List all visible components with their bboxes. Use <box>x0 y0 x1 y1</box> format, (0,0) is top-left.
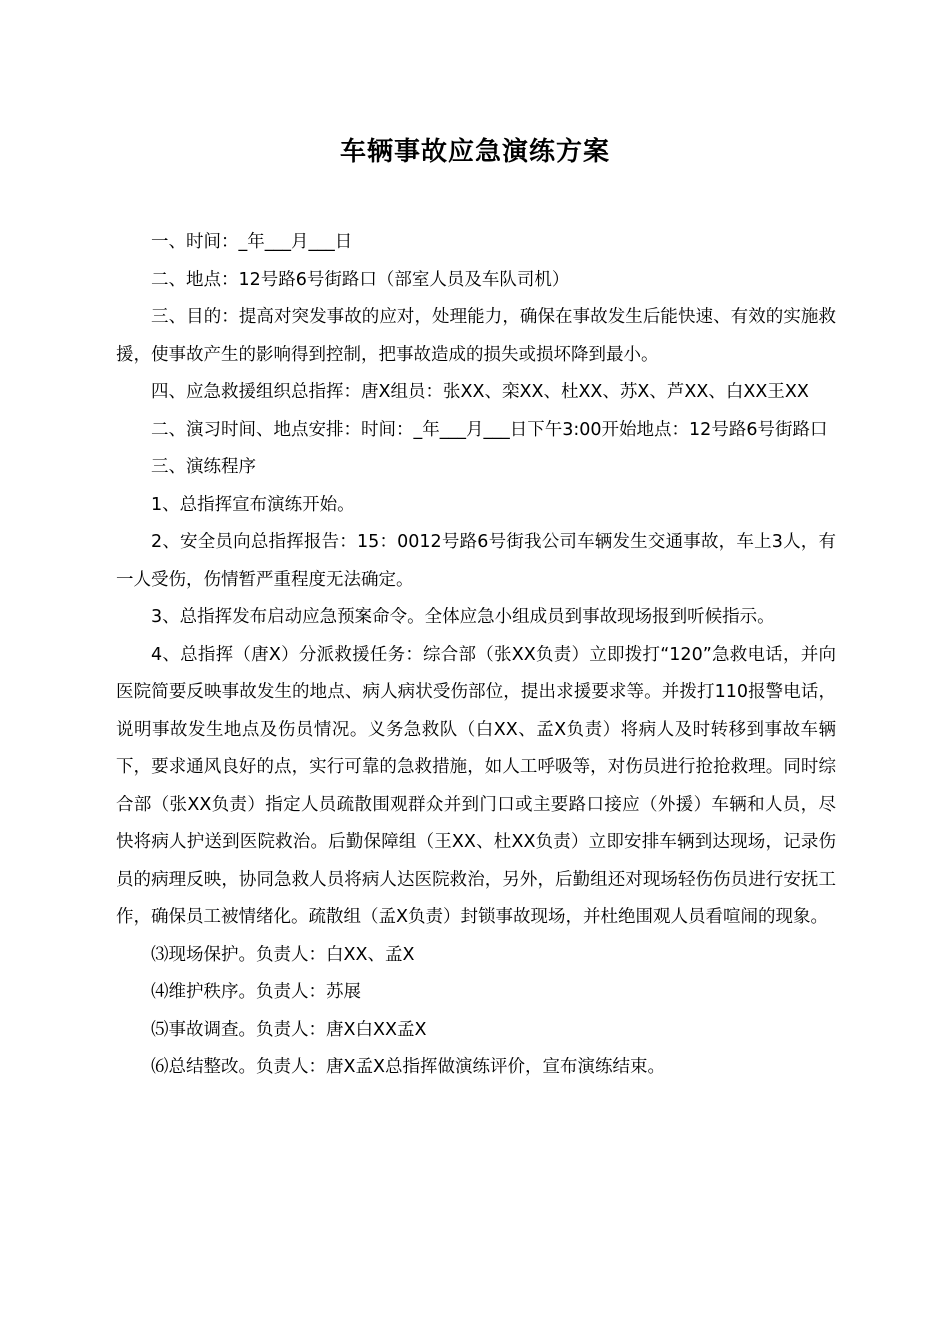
paragraph-purpose: 三、目的：提高对突发事故的应对，处理能力，确保在事故发生后能快速、有效的实施救援，使事故产生的影响得到控制，把事故造成的损失或损坏降到最小。 <box>116 307 836 365</box>
paragraph-step-2: 2、安全员向总指挥报告：15：0012号路6号街我公司车辆发生交通事故，车上3人，有一人受伤，伤情暂严重程度无法确定。 <box>116 532 836 590</box>
paragraph-step-1: 1、总指挥宣布演练开始。 <box>151 494 355 515</box>
document-title: 车辆事故应急演练方案 <box>339 137 610 167</box>
paragraph-item-4: ⑷维护秩序。负责人：苏展 <box>151 982 361 1002</box>
paragraph-item-6: ⑹总结整改。负责人：唐X孟X总指挥做演练评价，宣布演练结束。 <box>151 1057 665 1077</box>
paragraph-location: 二、地点：12号路6号街路口（部室人员及车队司机） <box>151 269 570 290</box>
paragraph-step-3: 3、总指挥发布启动应急预案命令。全体应急小组成员到事故现场报到听候指示。 <box>151 607 775 627</box>
paragraph-time: 一、时间：_年___月___日 <box>151 232 353 252</box>
paragraph-drill-schedule: 二、演习时间、地点安排：时间：_年___月___日下午3:00开始地点：12号路6号街路口 <box>151 419 828 440</box>
paragraph-item-3: ⑶现场保护。负责人：白XX、孟X <box>151 944 415 965</box>
paragraph-step-4: 4、总指挥（唐X）分派救援任务：综合部（张XX负责）立即拨打“120”急救电话，并向医院简要反映事故发生的地点、病人病状受伤部位，提出求援要求等。并拨打110报警电话，说明事故发生地点及伤员情况。义务急救队（白XX、孟X负责）将病人及时转移到事故车辆下，要求通风良好的点，实行可靠的急救措施，如人工呼吸等，对伤员进行抢抢救理。同时综合部（张XX负责）指定人员疏散围观群众并到门口或主要路口接应（外援）车辆和人员，尽快将病人护送到医院救治。后勤保障组（王XX、杜XX负责）立即安排车辆到达现场，记录伤员的病理反映，协同急救人员将病人达医院救治，另外，后勤组还对现场轻伤伤员进行安抚工作，确保员工被情绪化。疏散组（孟X负责）封锁事故现场，并杜绝围观人员看喧闹的现象。 <box>116 644 836 927</box>
document-body <box>116 224 836 1087</box>
paragraph-organization: 四、应急救援组织总指挥：唐X组员：张XX、栾XX、杜XX、苏X、芦XX、白XX王XX <box>151 382 809 402</box>
paragraph-procedure-heading: 三、演练程序 <box>151 457 256 477</box>
paragraph-item-5: ⑸事故调查。负责人：唐X白XX孟X <box>151 1019 427 1040</box>
